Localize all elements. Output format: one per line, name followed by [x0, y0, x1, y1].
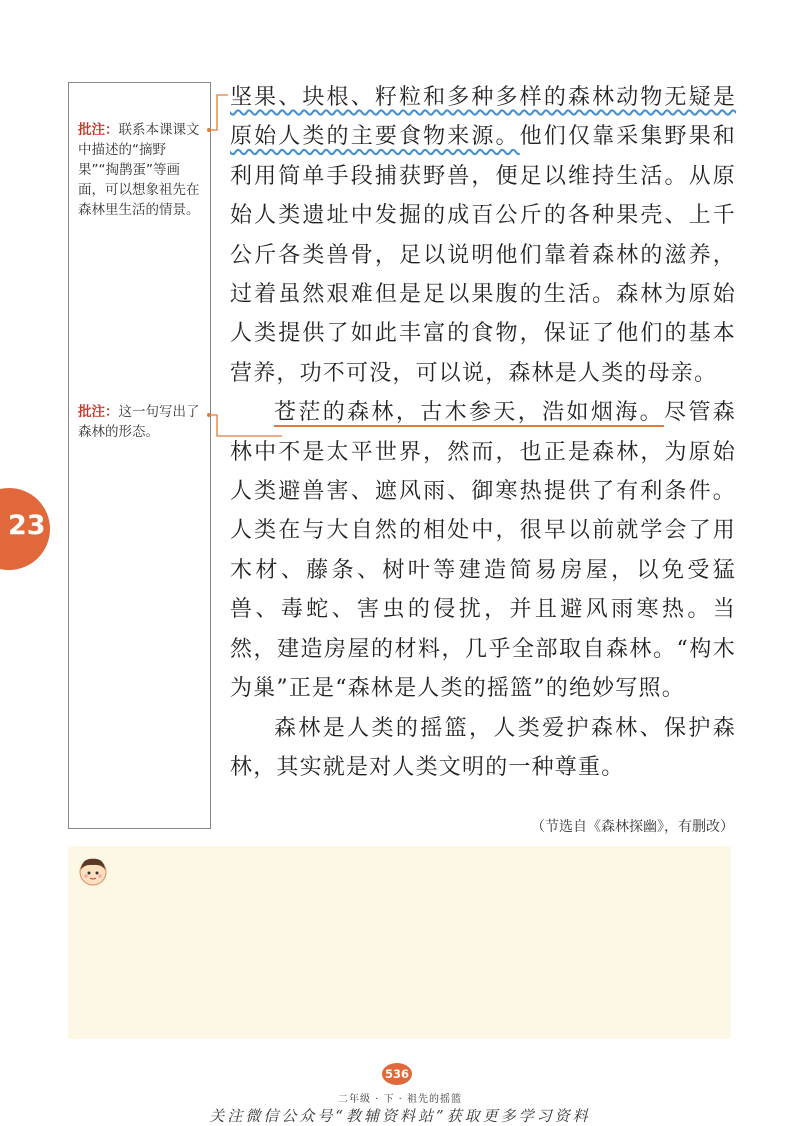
annotation-label: 批注： [78, 122, 119, 138]
annotation-label: 批注： [78, 404, 119, 420]
lesson-number-badge [0, 488, 50, 570]
underlined-sentence: 苍茫的森林，古木参天，浩如烟海。 [274, 400, 665, 426]
lesson-number: 23 [8, 510, 46, 541]
annotation-text: 这一句写出了森林的形态。 [78, 404, 200, 440]
student-avatar-icon [78, 856, 108, 886]
article-body [230, 78, 736, 787]
paragraph-1 [230, 78, 736, 393]
paragraph-text: 他们仅靠采集野果和利用简单手段捕获野兽，便足以维持生活。从原始人类遗址中发掘的成百公斤的各种果壳、上千公斤各类兽骨，足以说明他们靠着森林的滋养，过着虽然艰难但是足以果腹的生活。森林为原始人类提供了如此丰富的食物，保证了他们的基本营养，功不可没，可以说，森林是人类的母亲。 [230, 124, 736, 386]
paragraph-2 [230, 393, 736, 708]
paragraph-text: 尽管森林中不是太平世界，然而，也正是森林，为原始人类避兽害、遮风雨、御寒热提供了有利条件。人类在与大自然的相处中，很早以前就学会了用木材、藤条、树叶等建造简易房屋，以免受猛兽、毒蛇、害虫的侵扰，并且避风雨寒热。当然，建造房屋的材料，几乎全部取自森林。“构木为巢”正是“森林是人类的摇篮”的绝妙写照。 [230, 400, 737, 702]
footer-course-info: 二年级 · 下 · 祖先的摇篮 [337, 1094, 463, 1105]
annotation-1-connector [209, 95, 228, 130]
annotation-1 [78, 120, 206, 220]
paragraph-3: 森林是人类的摇篮，人类爱护森林、保护森林，其实就是对人类文明的一种尊重。 [230, 715, 736, 780]
annotation-text: 联系本课课文中描述的“摘野果”“掏鹊蛋”等画面，可以想象祖先在森林里生活的情景。 [78, 122, 200, 218]
notes-area [68, 846, 731, 1039]
wavy-underlined-sentence: 坚果、块根、籽粒和多种多样的森林动物无疑是原始人类的主要食物来源。 [230, 85, 736, 150]
source-citation: （节选自《森林探幽》，有删改） [531, 819, 734, 835]
annotation-2 [78, 402, 206, 442]
footer-promo-text: 关注微信公众号“教辅资料站”获取更多学习资料 [209, 1107, 591, 1125]
page-number: 536 [382, 1063, 412, 1085]
